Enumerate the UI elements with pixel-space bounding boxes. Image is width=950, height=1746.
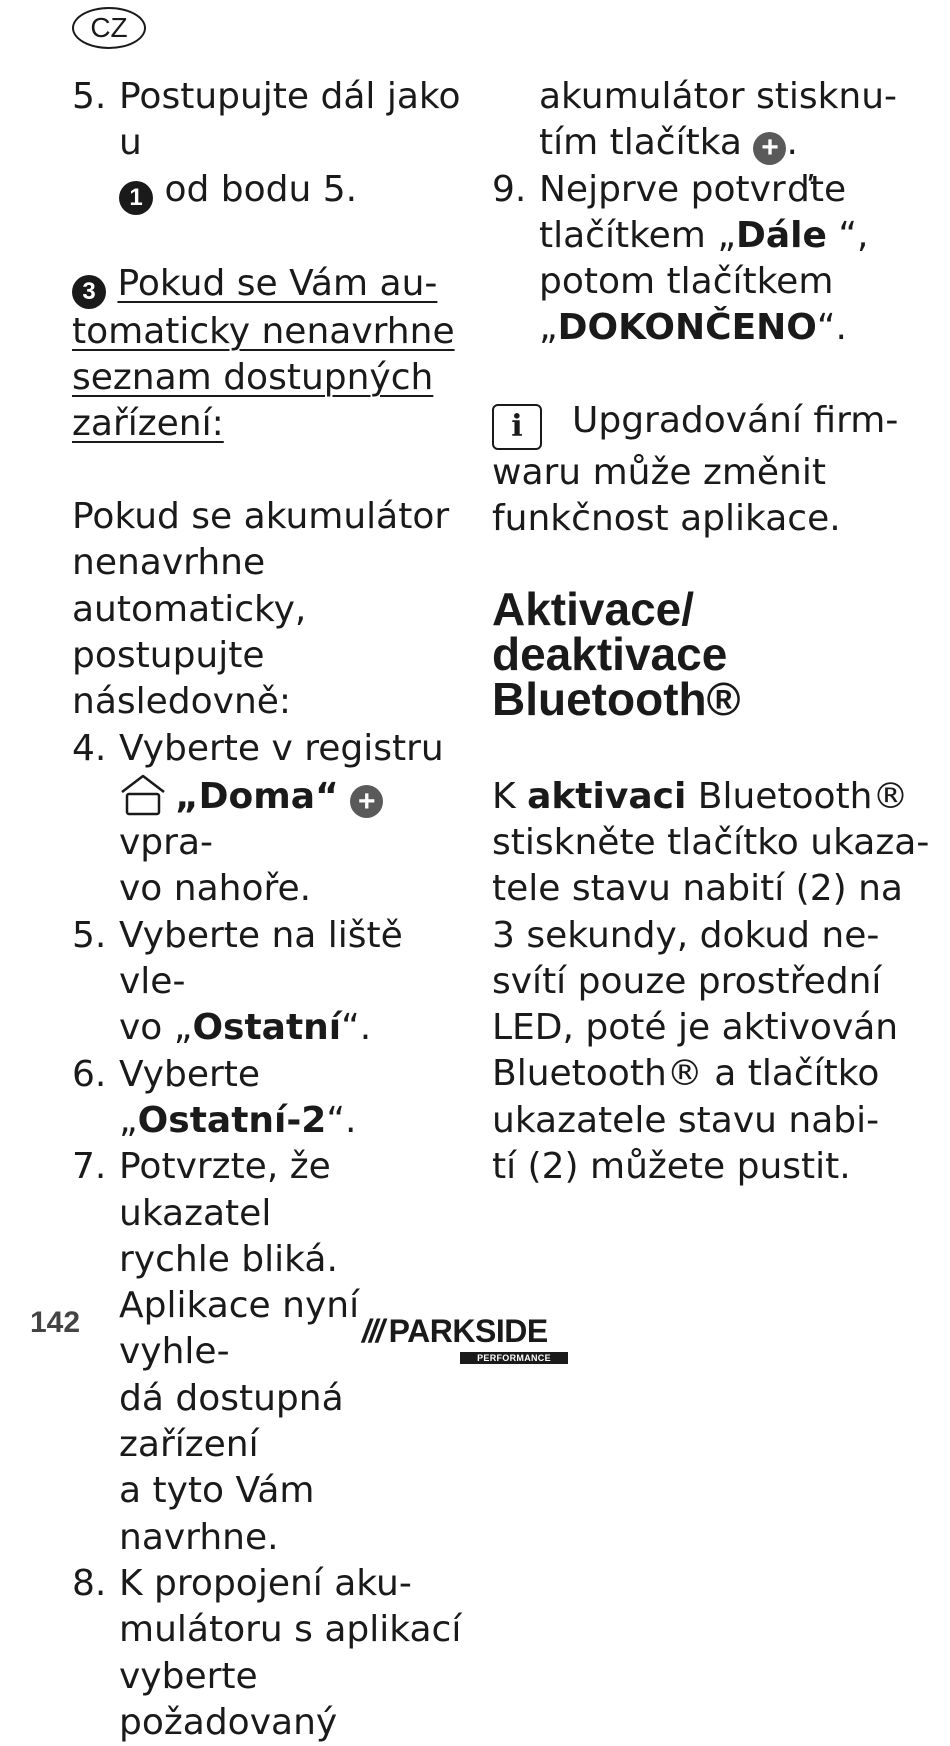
step-number: 4. <box>72 726 119 772</box>
list-item-step5-continue <box>72 74 472 167</box>
note-line: i Upgradování firm- <box>492 398 932 450</box>
list-item-step5 <box>72 913 472 1006</box>
step-text: Aplikace nyní vyhle- <box>72 1283 472 1376</box>
list-item-step8 <box>72 1561 472 1607</box>
page-number: 142 <box>30 1306 80 1340</box>
step5-reference <box>72 167 472 215</box>
case3-heading <box>72 261 472 309</box>
step-number: 7. <box>72 1144 119 1237</box>
body-line: tele stavu nabití (2) na <box>492 866 932 912</box>
dale-label: Dále <box>736 215 827 256</box>
step-text: Potvrzte, že ukazatel <box>119 1144 472 1237</box>
step-text: vo nahoře. <box>72 866 472 912</box>
step9-line2: tlačítkem „Dále “, <box>492 213 932 259</box>
section-title: Aktivace/ deaktivace Bluetooth® <box>492 587 932 722</box>
case3-line: tomaticky nenavrhne <box>72 311 455 352</box>
step-text: dá dostupná zařízení <box>72 1376 472 1469</box>
intro-line: Pokud se akumulátor <box>72 494 472 540</box>
body-line: K aktivaci Bluetooth® <box>492 774 932 820</box>
info-icon: i <box>492 404 542 450</box>
step-text: rychle bliká. <box>72 1237 472 1283</box>
step-text: mulátoru s aplikací <box>72 1607 472 1653</box>
step4-line2 <box>72 772 472 867</box>
plus-icon: + <box>753 132 786 165</box>
step-text: vyberte požadovaný <box>72 1654 472 1746</box>
step-number: 8. <box>72 1561 119 1607</box>
logo-slashes: /// <box>362 1314 383 1348</box>
home-icon <box>119 772 167 816</box>
intro-line: postupujte následovně: <box>72 633 472 726</box>
intro-line: nenavrhne automaticky, <box>72 540 472 633</box>
list-item-step4 <box>72 726 472 772</box>
language-badge <box>72 7 146 49</box>
body-line: svítí pouze prostřední <box>492 959 932 1005</box>
step-text: Vyberte na liště vle- <box>119 913 472 1006</box>
note-line: funkčnost aplikace. <box>492 496 932 542</box>
step8-line-with-plus: tím tlačítka + . <box>492 120 932 166</box>
body-line: ukazatele stavu nabi- <box>492 1098 932 1144</box>
list-item-step9 <box>492 167 932 213</box>
step-text: vpra- <box>119 822 213 863</box>
step-text: Nejprve potvrďte <box>539 167 932 213</box>
step-number: 9. <box>492 167 539 213</box>
case3-line: zařízení: <box>72 403 224 444</box>
logo-subtitle: PERFORMANCE <box>460 1352 568 1364</box>
body-line: 3 sekundy, dokud ne- <box>492 913 932 959</box>
step-text: Postupujte dál jako u <box>119 74 472 167</box>
step-text: a tyto Vám navrhne. <box>72 1468 472 1561</box>
ostatni2-label: Ostatní-2 <box>138 1100 327 1141</box>
body-line: tí (2) můžete pustit. <box>492 1144 932 1190</box>
logo-text: PARKSIDE <box>389 1314 548 1348</box>
ostatni-label: Ostatní <box>192 1007 341 1048</box>
list-item-step6 <box>72 1052 472 1145</box>
body-line: stiskněte tlačítko ukaza- <box>492 820 932 866</box>
step-text: K propojení aku- <box>119 1561 472 1607</box>
circled-number-3-icon: 3 <box>72 275 106 309</box>
dokonceno-label: DOKONČENO <box>558 307 817 348</box>
plus-icon: + <box>350 785 383 818</box>
right-column <box>492 74 932 1190</box>
list-item-step7 <box>72 1144 472 1237</box>
body-line: LED, poté je aktivován <box>492 1005 932 1051</box>
step-number: 6. <box>72 1052 119 1145</box>
note-line: waru může změnit <box>492 450 932 496</box>
case3-line: Pokud se Vám au- <box>117 263 437 304</box>
parkside-logo <box>362 1314 572 1364</box>
circled-number-1-icon: 1 <box>119 181 153 215</box>
body-line: Bluetooth® a tlačítko <box>492 1051 932 1097</box>
case3-line: seznam dostupných <box>72 357 433 398</box>
step-text: akumulátor stisknu- <box>492 74 932 120</box>
step-text: Vyberte v registru <box>119 726 472 772</box>
step5-line2: vo „Ostatní“. <box>72 1005 472 1051</box>
step-text: od bodu 5. <box>164 169 357 210</box>
step-text: Vyberte „Ostatní-2“. <box>119 1052 472 1145</box>
step-text: potom tlačítkem <box>492 259 932 305</box>
step-number: 5. <box>72 74 119 167</box>
step-number: 5. <box>72 913 119 1006</box>
aktivaci-label: aktivaci <box>527 776 686 817</box>
language-code: CZ <box>90 14 127 42</box>
doma-label: „Doma“ <box>175 776 339 817</box>
step9-line4: „DOKONČENO“. <box>492 305 932 351</box>
left-column <box>72 74 472 1746</box>
